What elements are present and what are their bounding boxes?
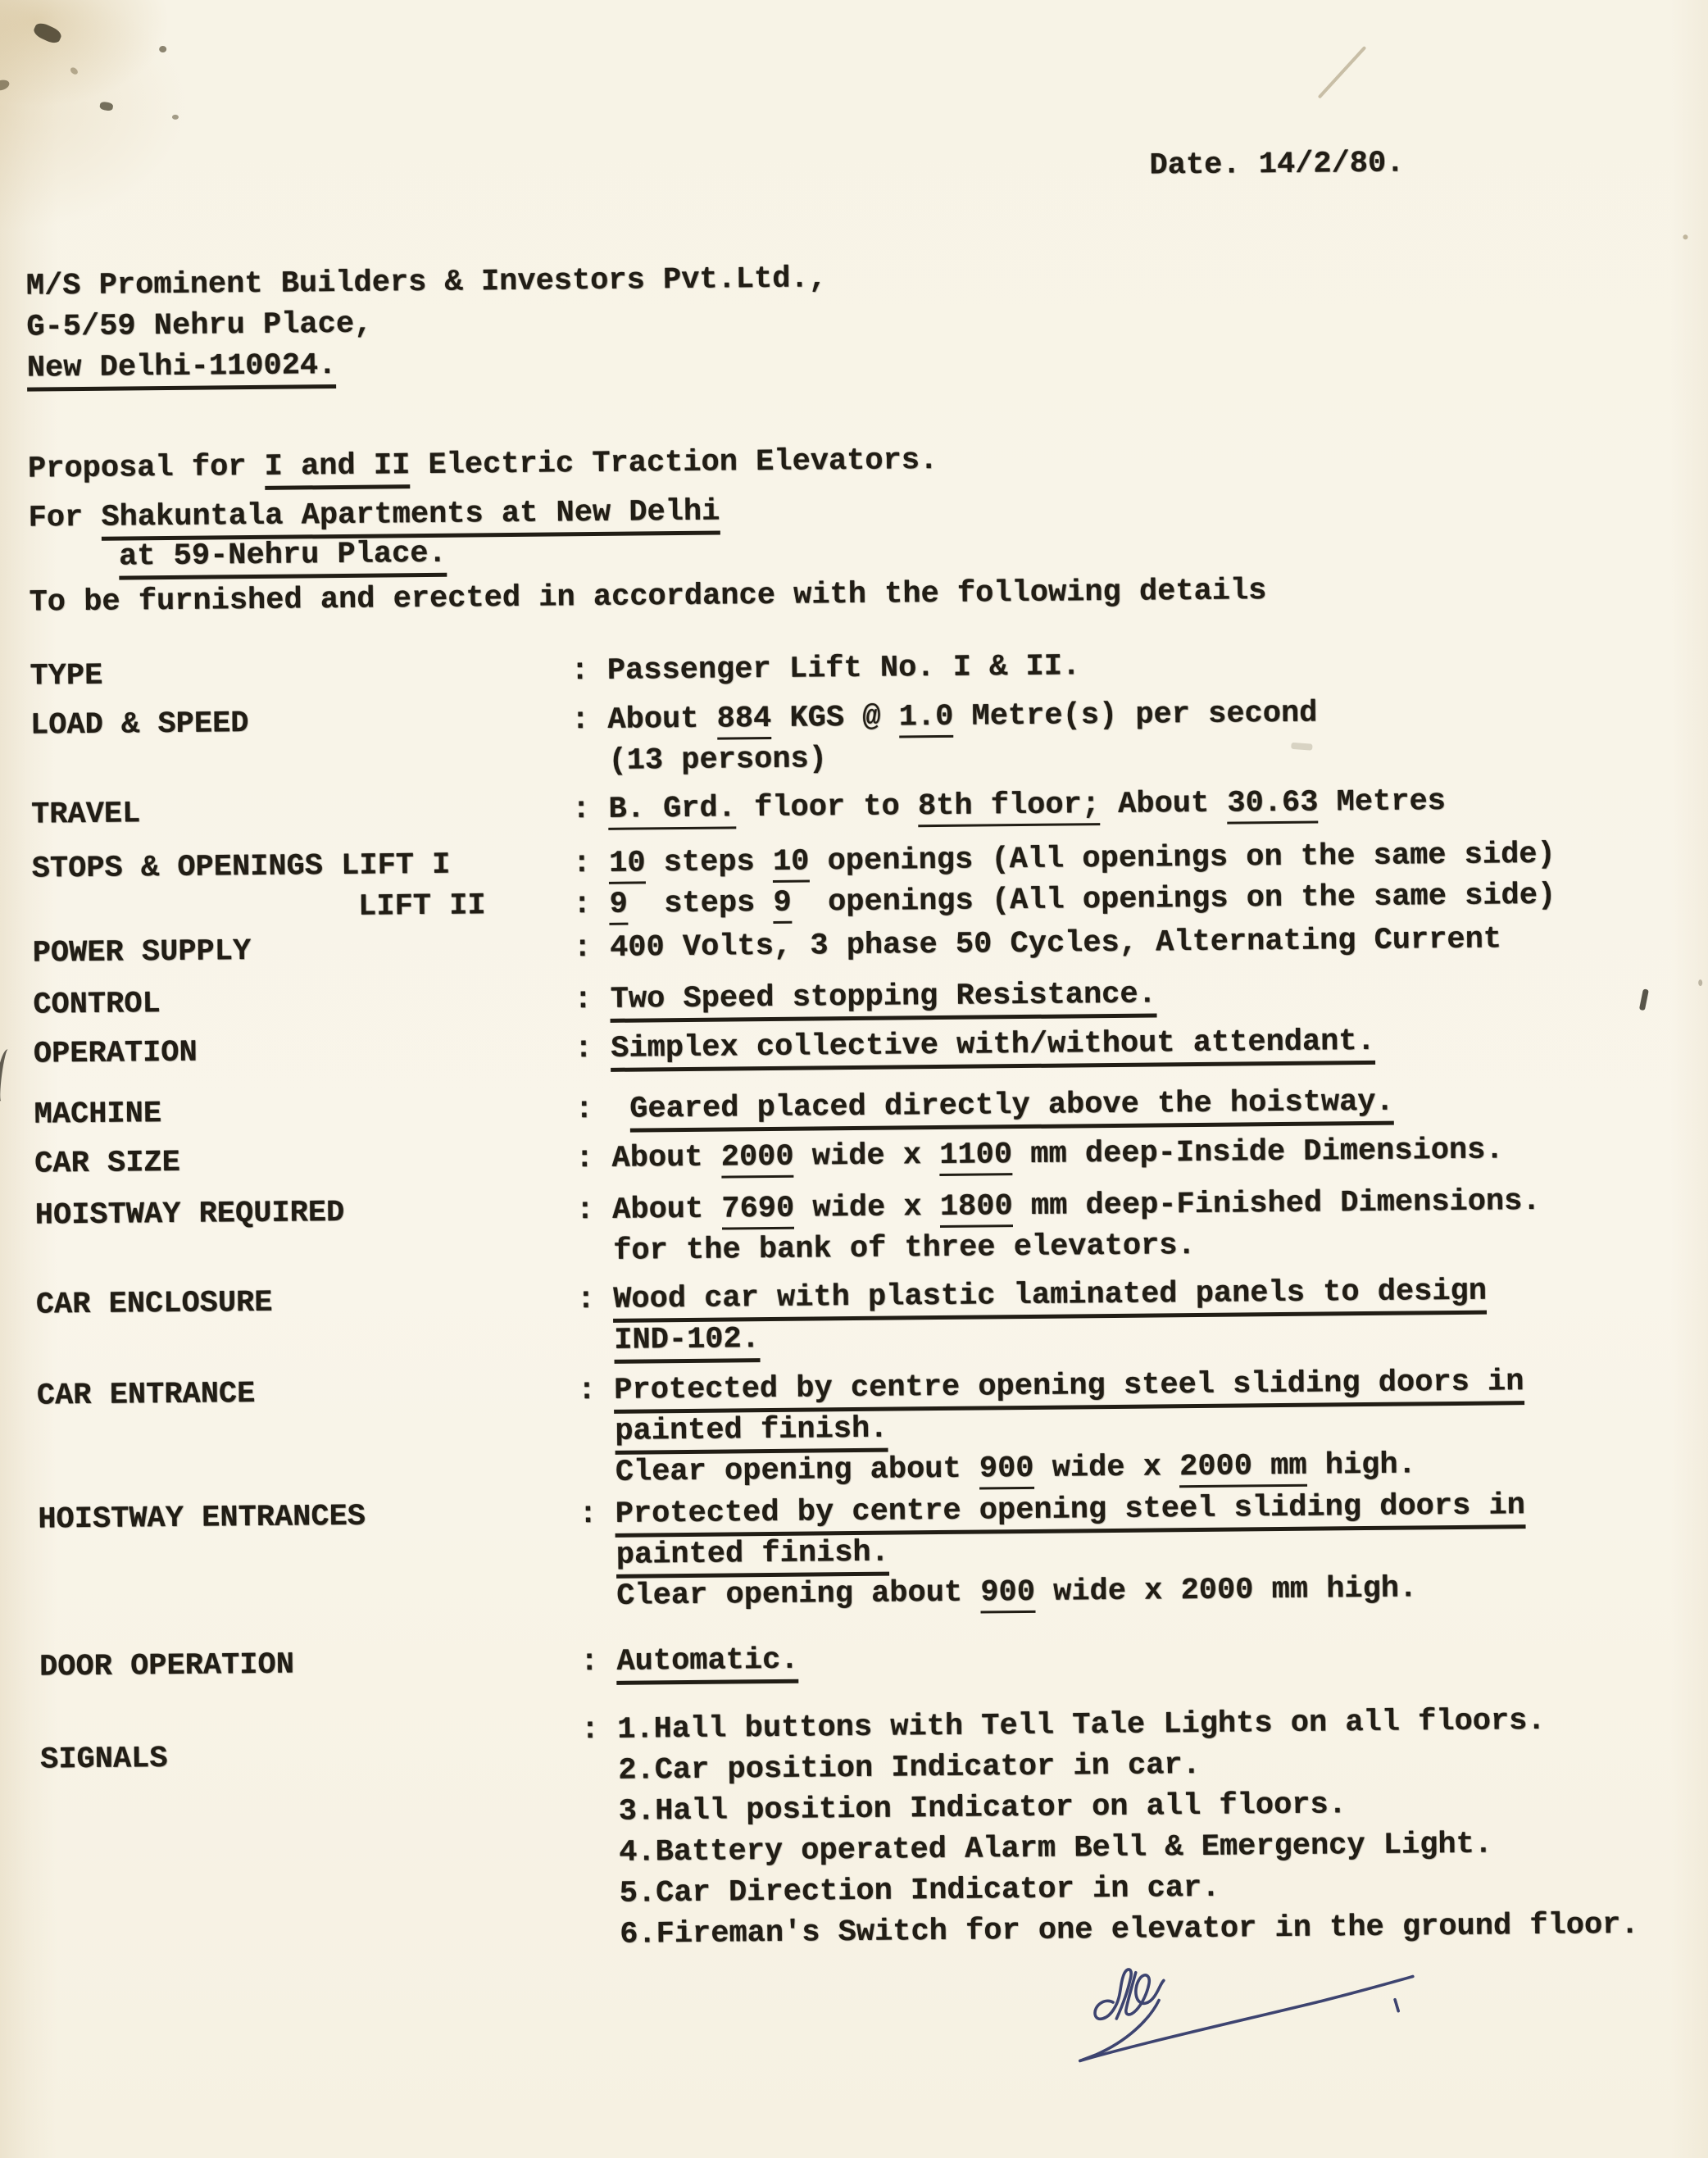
- text-segment: wide x: [793, 1138, 940, 1174]
- text-segment: openings (All openings on the same side): [809, 837, 1556, 879]
- spec-value: [575, 1079, 1679, 1130]
- text-segment: openings (All openings on the same side): [791, 878, 1556, 920]
- proposal-subtitle-line1: [28, 492, 720, 539]
- text-segment: Protected by centre opening steel sliding doors in: [616, 1488, 1526, 1538]
- text-segment: high.: [1306, 1447, 1417, 1483]
- spec-value-line: [579, 1631, 1685, 1683]
- text-segment: 5.Car Direction Indicator in car.: [619, 1870, 1220, 1911]
- text-segment: 4.Battery operated Alarm Bell & Emergency Light.: [619, 1827, 1493, 1870]
- text-segment: 3.Hall position Indicator on all floors.: [618, 1788, 1347, 1829]
- recipient-line: M/S Prominent Builders & Investors Pvt.Ltd.,: [25, 261, 828, 304]
- spec-value: [573, 917, 1678, 969]
- spec-label: CAR ENCLOSURE: [35, 1285, 273, 1323]
- text-segment: 30.63: [1227, 786, 1318, 825]
- spec-label: STOPS & OPENINGS LIFT I: [31, 847, 451, 887]
- text-segment: painted finish.: [616, 1536, 890, 1579]
- recipient-address: [26, 258, 828, 388]
- text-segment: : About: [575, 1192, 722, 1229]
- signature-apostrophe: [1395, 2000, 1398, 2011]
- paper-stain: [69, 66, 79, 76]
- text-segment: 900: [979, 1452, 1034, 1490]
- spec-value-line: [577, 1360, 1683, 1411]
- text-segment: Simplex collective with/without attendant.: [611, 1024, 1375, 1072]
- spec-value-line: [574, 1018, 1679, 1070]
- text-segment: mm deep-Finished Dimensions.: [1012, 1183, 1541, 1224]
- text-segment: :: [579, 1497, 616, 1533]
- text-segment: 10: [609, 846, 646, 884]
- spec-label: CONTROL: [33, 987, 161, 1023]
- text-segment: 2000: [721, 1140, 794, 1179]
- spec-row: [33, 969, 1678, 1025]
- spec-label: LOAD & SPEED: [30, 706, 249, 743]
- signature-long-stroke: [1079, 1977, 1414, 2061]
- spec-row: [39, 1631, 1685, 1688]
- text-segment: at 59-Nehru Place.: [119, 537, 447, 580]
- text-segment: Clear opening about: [615, 1452, 980, 1490]
- text-segment: : 1.Hall buttons with Tell Tale Lights on all floors.: [580, 1703, 1546, 1748]
- text-segment: 2.Car position Indicator in car.: [618, 1747, 1202, 1788]
- proposal-title: [28, 440, 938, 490]
- spec-value: [580, 1631, 1685, 1683]
- text-segment: floor to: [735, 789, 919, 826]
- text-segment: :: [572, 846, 610, 882]
- spec-value-line: [570, 640, 1675, 692]
- text-segment: : About: [570, 702, 717, 738]
- spec-label: POWER SUPPLY: [32, 934, 252, 971]
- recipient-line: G-5/59 Nehru Place,: [26, 307, 373, 345]
- text-segment: :: [574, 1031, 611, 1067]
- text-segment: Shakuntala Apartments at New Delhi: [101, 495, 720, 541]
- paper-scratch: [1318, 46, 1367, 99]
- text-segment: Electric Traction Elevators.: [410, 443, 938, 484]
- text-segment: New Delhi-110024.: [27, 348, 337, 392]
- spec-value: [575, 1018, 1679, 1070]
- spec-label: HOISTWAY REQUIRED: [34, 1195, 345, 1233]
- spec-label: CAR SIZE: [34, 1145, 181, 1182]
- spec-label: CAR ENTRANCE: [36, 1377, 256, 1414]
- spec-row: [36, 1269, 1683, 1366]
- spec-value: [575, 1128, 1680, 1179]
- text-segment: for the bank of three elevators.: [613, 1229, 1196, 1269]
- text-segment: :: [574, 982, 611, 1018]
- spec-label: TRAVEL: [30, 797, 141, 833]
- date-line: Date. 14/2/80.: [1149, 146, 1405, 184]
- text-segment: Metres: [1318, 784, 1447, 820]
- spec-row: [34, 1079, 1679, 1135]
- text-segment: wide x: [794, 1190, 941, 1226]
- text-segment: 6.Fireman's Switch for one elevator in the ground floor.: [620, 1907, 1639, 1952]
- text-segment: 1800: [940, 1189, 1013, 1228]
- text-segment: Proposal for: [27, 449, 265, 487]
- text-segment: Automatic.: [616, 1643, 799, 1685]
- text-segment: :: [579, 1644, 617, 1680]
- spec-value: [578, 1360, 1683, 1493]
- text-segment: :: [575, 1092, 630, 1128]
- spec-value: [572, 779, 1677, 830]
- text-segment: steps: [627, 885, 774, 922]
- spec-label: DOOR OPERATION: [39, 1647, 295, 1685]
- spec-row: [30, 689, 1677, 787]
- spec-row: [31, 779, 1677, 835]
- spec-label: HOISTWAY ENTRANCES: [38, 1499, 366, 1538]
- text-segment: 1100: [939, 1138, 1012, 1176]
- text-segment: IND-102.: [614, 1322, 760, 1364]
- paper-crease: [0, 1048, 15, 1102]
- signature: [1043, 1953, 1454, 2088]
- text-segment: Clear opening about: [616, 1575, 981, 1614]
- paper-stain: [32, 20, 63, 45]
- text-segment: Protected by centre opening steel sliding doors in: [614, 1365, 1524, 1414]
- text-segment: Two Speed stopping Resistance.: [611, 977, 1157, 1022]
- spec-value-line: [575, 1079, 1679, 1130]
- text-segment: (13 persons): [608, 742, 828, 779]
- spec-row: [35, 1179, 1682, 1277]
- text-segment: 10: [773, 845, 810, 883]
- paper-stain: [172, 115, 179, 120]
- text-segment: 900: [980, 1575, 1035, 1614]
- spec-value-line: [573, 917, 1678, 969]
- text-segment: wide x 2000 mm high.: [1034, 1571, 1418, 1610]
- spec-row: [40, 1699, 1688, 1960]
- text-segment: wide x: [1033, 1450, 1180, 1486]
- spec-label: TYPE: [30, 658, 103, 694]
- text-segment: Metre(s) per second: [953, 696, 1318, 734]
- paper-stain: [159, 46, 166, 52]
- text-segment: :: [573, 887, 610, 923]
- spec-label: LIFT II: [358, 888, 486, 925]
- text-segment: Wood car with plastic laminated panels to design: [613, 1274, 1487, 1323]
- text-segment: : 400 Volts, 3 phase 50 Cycles, Alternating Current: [573, 922, 1502, 966]
- text-segment: : About: [575, 1140, 722, 1177]
- spec-value: [579, 1483, 1684, 1617]
- proposal-subtitle-line2: [119, 534, 447, 578]
- text-segment: mm deep-Inside Dimensions.: [1011, 1133, 1504, 1173]
- paper-stain: [1698, 979, 1702, 986]
- text-segment: painted finish.: [615, 1412, 888, 1455]
- spec-value: [570, 640, 1675, 692]
- text-segment: 2000 mm: [1179, 1449, 1307, 1488]
- spec-label: OPERATION: [33, 1035, 198, 1072]
- text-segment: :: [577, 1373, 615, 1409]
- intro-line: To be furnished and erected in accordance with the following details: [29, 574, 1267, 620]
- spec-value: [581, 1699, 1688, 1956]
- spec-value: [576, 1179, 1682, 1272]
- text-segment: 884: [716, 702, 771, 740]
- text-segment: 7690: [721, 1192, 794, 1230]
- spec-value-line: [571, 779, 1677, 830]
- text-segment: 1.0: [899, 700, 954, 738]
- text-segment: About: [1099, 786, 1228, 823]
- text-segment: For: [28, 500, 102, 536]
- recipient-line: [27, 340, 828, 388]
- text-segment: 8th floor;: [918, 788, 1100, 827]
- spec-row: [37, 1360, 1683, 1498]
- paper-stain: [1683, 234, 1688, 239]
- spec-value: [577, 1269, 1683, 1361]
- text-segment: 9: [609, 888, 628, 925]
- text-segment: : Passenger Lift No. I & II.: [570, 649, 1081, 689]
- paper-stain: [99, 101, 113, 111]
- spec-row: [34, 1018, 1679, 1074]
- text-segment: Geared placed directly above the hoistway.: [629, 1085, 1394, 1133]
- spec-row: [30, 640, 1675, 697]
- text-segment: :: [571, 792, 609, 828]
- text-segment: I and II: [265, 448, 411, 490]
- spec-row: [34, 1128, 1680, 1184]
- text-segment: :: [576, 1282, 614, 1318]
- spec-label: SIGNALS: [39, 1742, 168, 1778]
- text-segment: steps: [645, 844, 774, 881]
- spec-value: [574, 969, 1678, 1020]
- spec-table: [30, 640, 1688, 1960]
- spec-row: [38, 1483, 1684, 1622]
- paper-stain: [0, 78, 11, 92]
- text-segment: B. Grd.: [608, 791, 736, 829]
- text-segment: KGS @: [771, 700, 899, 736]
- spec-value: [571, 689, 1677, 782]
- spec-value-line: [574, 969, 1678, 1020]
- spec-value-line: [575, 1128, 1680, 1179]
- spec-label: MACHINE: [34, 1097, 162, 1133]
- text-segment: 9: [773, 886, 792, 924]
